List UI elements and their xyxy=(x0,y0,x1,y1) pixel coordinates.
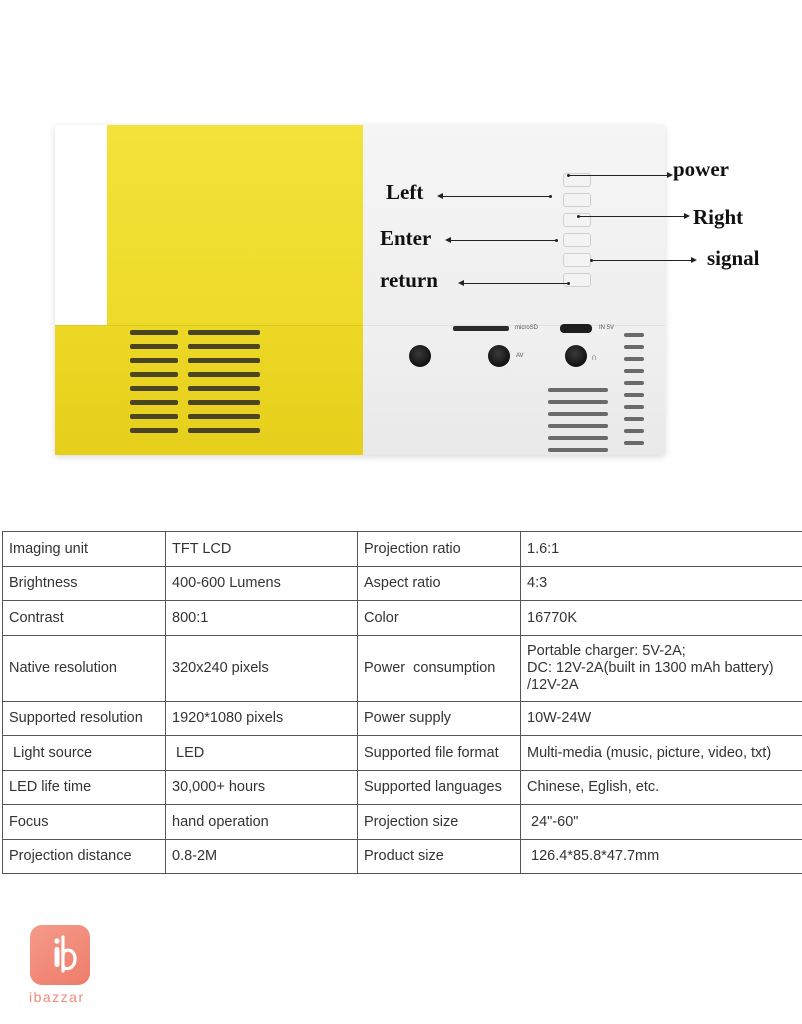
yellow-top-panel xyxy=(107,125,363,325)
callout-right-arrow xyxy=(684,213,690,219)
callout-signal-arrow xyxy=(691,257,697,263)
button-signal xyxy=(563,253,591,267)
spec-value: hand operation xyxy=(166,805,358,840)
spec-label: Projection size xyxy=(358,805,521,840)
spec-value: 126.4*85.8*47.7mm xyxy=(521,839,802,874)
spec-label: Supported file format xyxy=(358,736,521,771)
spec-value: 24"-60" xyxy=(521,805,802,840)
white-vent-side xyxy=(624,333,644,445)
av-label: AV xyxy=(516,353,524,359)
ibazzar-logo xyxy=(30,925,90,985)
headphone-port xyxy=(565,345,587,367)
spec-label: Projection ratio xyxy=(358,532,521,567)
spec-label: Projection distance xyxy=(3,839,166,874)
ibazzar-logo-glyph xyxy=(30,925,90,985)
table-row xyxy=(3,770,802,805)
spec-value: 30,000+ hours xyxy=(166,770,358,805)
spec-value-multiline: Portable charger: 5V-2A; DC: 12V-2A(built in 1300 mAh battery) /12V-2A xyxy=(521,635,802,701)
callout-return-dot xyxy=(567,282,570,285)
button-enter xyxy=(563,233,591,247)
callout-enter: Enter xyxy=(380,226,432,250)
table-row xyxy=(3,566,802,601)
av-port xyxy=(488,345,510,367)
spec-label: Color xyxy=(358,601,521,636)
spec-label: Product size xyxy=(358,839,521,874)
table-row xyxy=(3,601,802,636)
callout-enter-dot xyxy=(555,239,558,242)
table-row xyxy=(3,805,802,840)
table-row xyxy=(3,701,802,736)
spec-value: Multi-media (music, picture, video, txt) xyxy=(521,736,802,771)
spec-value: 1.6:1 xyxy=(521,532,802,567)
callout-power-line xyxy=(569,175,668,176)
spec-table-body xyxy=(3,532,802,874)
in5v-label: IN 5V xyxy=(599,325,615,331)
spec-label: Contrast xyxy=(3,601,166,636)
spec-value: 320x240 pixels xyxy=(166,635,358,701)
callout-power: power xyxy=(673,157,729,181)
spec-value: 10W-24W xyxy=(521,701,802,736)
table-row xyxy=(3,839,802,874)
spec-label: Power supply xyxy=(358,701,521,736)
microsd-slot xyxy=(453,326,509,331)
spec-label: Native resolution xyxy=(3,635,166,701)
button-left xyxy=(563,193,591,207)
spec-label: Imaging unit xyxy=(3,532,166,567)
spec-value: 400-600 Lumens xyxy=(166,566,358,601)
callout-signal-line xyxy=(592,260,691,261)
spec-value: 1920*1080 pixels xyxy=(166,701,358,736)
round-port-1 xyxy=(409,345,431,367)
spec-label: LED life time xyxy=(3,770,166,805)
callout-left-line xyxy=(443,196,550,197)
spec-table xyxy=(2,531,802,874)
spec-label: Focus xyxy=(3,805,166,840)
usb-port xyxy=(560,324,592,333)
white-front-panel xyxy=(363,325,665,455)
yellow-vent-right xyxy=(188,330,260,433)
callout-right: Right xyxy=(693,205,744,229)
callout-enter-line xyxy=(451,240,556,241)
microsd-label: microSD xyxy=(515,325,539,331)
table-row xyxy=(3,635,802,701)
spec-value: 4:3 xyxy=(521,566,802,601)
spec-value: 0.8-2M xyxy=(166,839,358,874)
callout-left-dot xyxy=(549,195,552,198)
callout-signal: signal xyxy=(707,246,760,270)
spec-label: Power consumption xyxy=(358,635,521,701)
spec-label: Supported languages xyxy=(358,770,521,805)
yellow-vent-left xyxy=(130,330,178,433)
spec-value: TFT LCD xyxy=(166,532,358,567)
spec-value: 800:1 xyxy=(166,601,358,636)
spec-label: Light source xyxy=(3,736,166,771)
headphone-icon: ∩ xyxy=(591,352,598,362)
callout-right-line xyxy=(579,216,684,217)
spec-label: Brightness xyxy=(3,566,166,601)
table-row xyxy=(3,532,802,567)
callout-return-line xyxy=(464,283,568,284)
spec-value: 16770K xyxy=(521,601,802,636)
callout-return: return xyxy=(380,268,438,292)
white-top-panel xyxy=(363,125,665,325)
callout-power-arrow xyxy=(667,172,673,178)
callout-left: Left xyxy=(386,180,424,204)
white-vent-bottom xyxy=(548,388,608,452)
table-row xyxy=(3,736,802,771)
spec-label: Aspect ratio xyxy=(358,566,521,601)
ibazzar-wordmark: ibazzar xyxy=(29,989,85,1005)
spec-value: LED xyxy=(166,736,358,771)
spec-label: Supported resolution xyxy=(3,701,166,736)
spec-value: Chinese, Eglish, etc. xyxy=(521,770,802,805)
